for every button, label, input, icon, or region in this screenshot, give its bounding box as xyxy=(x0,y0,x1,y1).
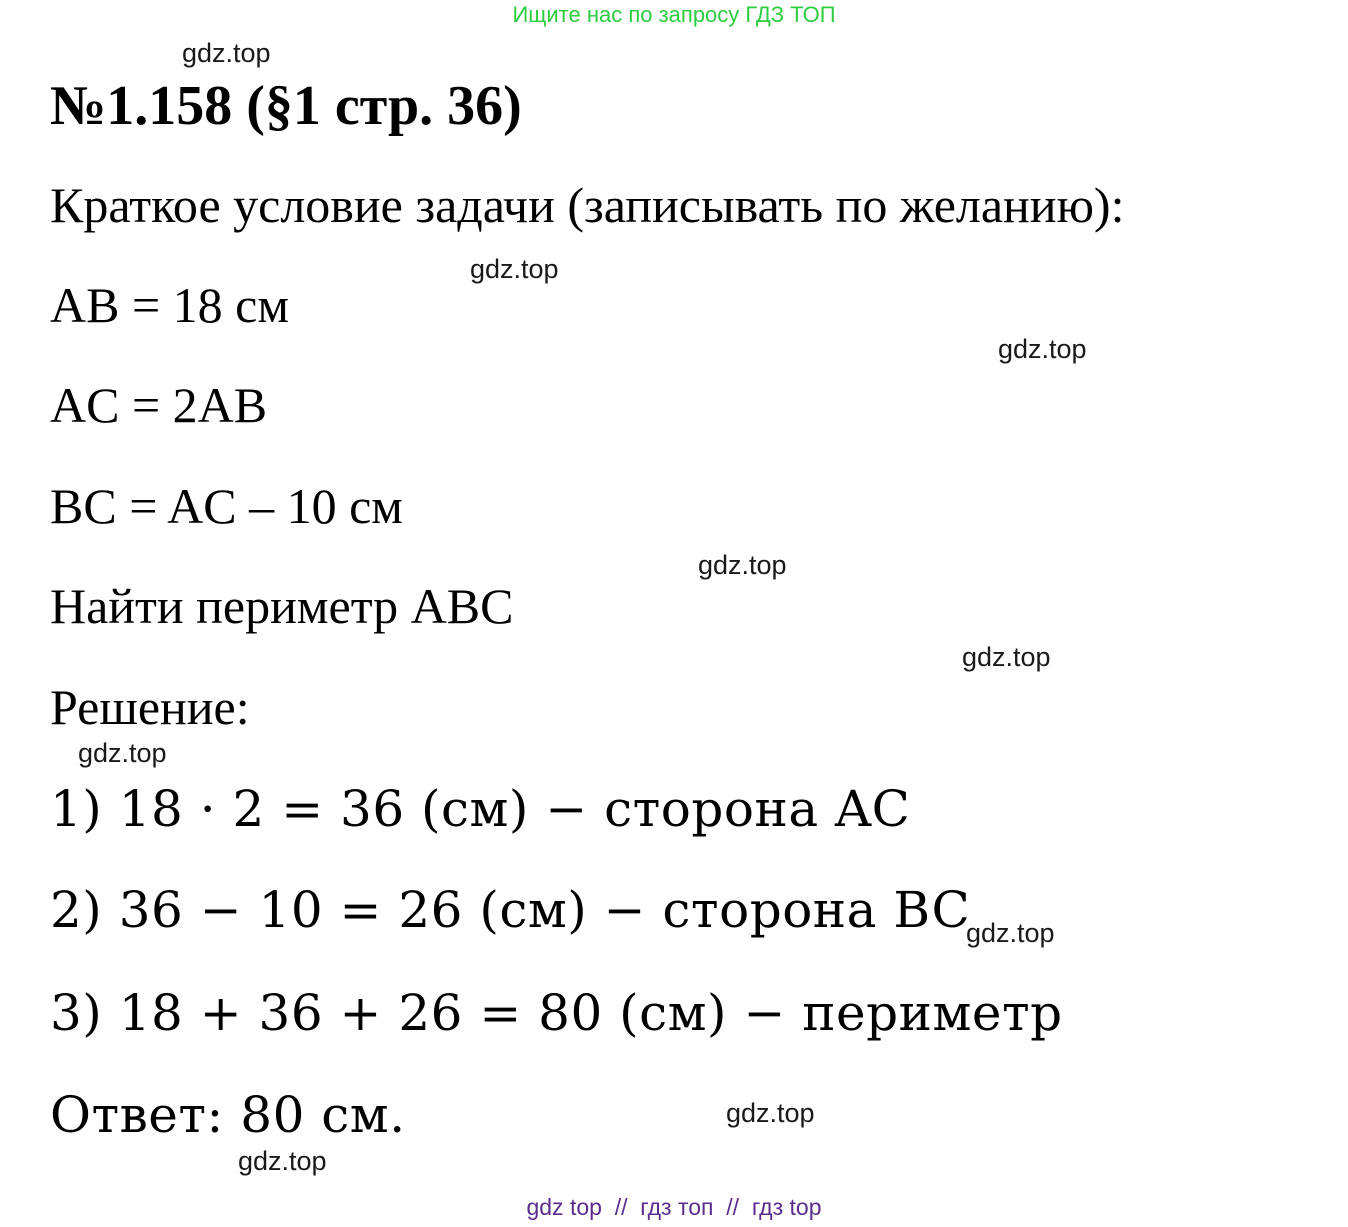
watermark: gdz.top xyxy=(998,334,1087,364)
watermark: gdz.top xyxy=(182,38,271,68)
condition-heading: Краткое условие задачи (записывать по желанию): xyxy=(50,177,1125,233)
answer: Ответ: 80 см. xyxy=(50,1086,406,1144)
search-banner: Ищите нас по запросу ГДЗ ТОП xyxy=(512,2,836,27)
condition-line-ac: AC = 2AB xyxy=(50,377,268,433)
solution-heading: Решение: xyxy=(50,679,250,735)
condition-line-bc: BC = AC – 10 см xyxy=(50,478,403,534)
condition-line-ab: AB = 18 см xyxy=(50,277,289,333)
condition-find: Найти периметр ABC xyxy=(50,578,514,634)
page-title: №1.158 (§1 стр. 36) xyxy=(50,75,522,137)
watermark: gdz.top xyxy=(78,738,167,768)
watermark: gdz.top xyxy=(698,550,787,580)
solution-step-2: 2) 36 − 10 = 26 (см) − сторона BC xyxy=(50,881,971,939)
watermark: gdz.top xyxy=(238,1146,327,1176)
watermark: gdz.top xyxy=(966,918,1055,948)
watermark: gdz.top xyxy=(962,642,1051,672)
watermark: gdz.top xyxy=(726,1098,815,1128)
watermark: gdz.top xyxy=(470,254,559,284)
solution-step-1: 1) 18 · 2 = 36 (см) − сторона AC xyxy=(50,780,911,838)
solution-step-3: 3) 18 + 36 + 26 = 80 (см) − периметр xyxy=(50,984,1063,1042)
footer-links: gdz top // гдз топ // гдз top xyxy=(526,1194,822,1220)
